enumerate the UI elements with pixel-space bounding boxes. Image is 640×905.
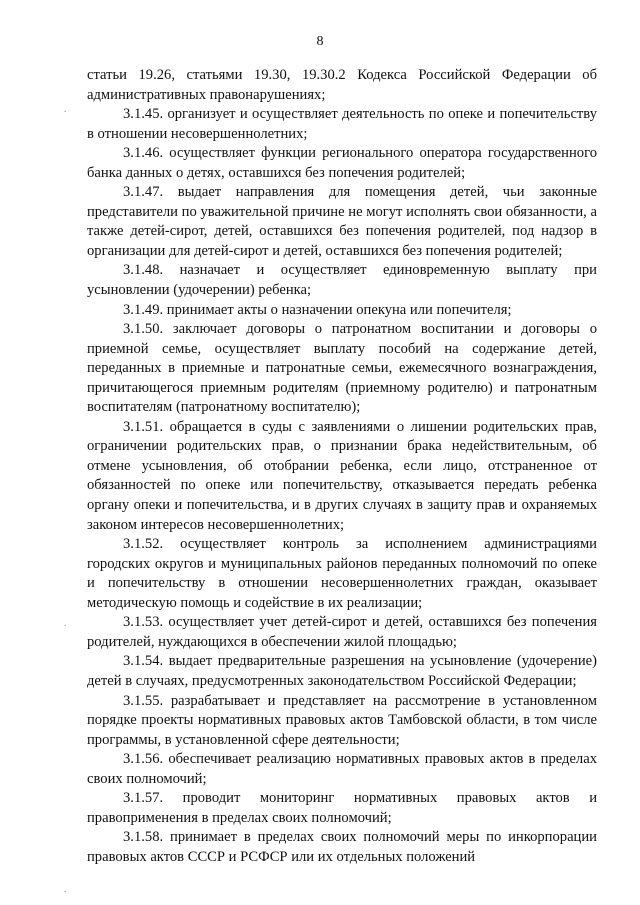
page-number: 8 xyxy=(316,34,324,49)
margin-mark: . xyxy=(64,104,67,114)
document-body xyxy=(87,66,597,867)
paragraph-3-1-52: 3.1.52. осуществляет контроль за исполнением администрациями городских округов и муниципальных районов переданных полномочий по опеке и попечительству в отношении несовершеннолетних граждан, оказывает методическую помощь и содействие в их реализации; xyxy=(87,536,597,611)
paragraph-3-1-55: 3.1.55. разрабатывает и представляет на рассмотрение в установленном порядке проекты нормативных правовых актов Тамбовской области, в том числе программы, в установленной сфере деятельности; xyxy=(87,692,597,748)
paragraph-3-1-47: 3.1.47. выдает направления для помещения детей, чьи законные представители по уважительной причине не могут исполнять свои обязанности, а также детей-сирот, детей, оставшихся без попечения родителей, под надзор в организации для детей-сирот и детей, оставшихся без попечения родителей; xyxy=(87,184,597,259)
paragraph-3-1-49: 3.1.49. принимает акты о назначении опекуна или попечителя; xyxy=(123,301,512,318)
paragraph-3-1-45: 3.1.45. организует и осуществляет деятельность по опеке и попечительству в отношении несовершеннолетних; xyxy=(87,106,597,142)
paragraph-3-1-48: 3.1.48. назначает и осуществляет единовременную выплату при усыновлении (удочерении) ребенка; xyxy=(87,262,597,299)
paragraph-3-1-54: 3.1.54. выдает предварительные разрешения на усыновление (удочерение) детей в случаях, предусмотренных законодательством Российской Федерации; xyxy=(87,653,597,689)
paragraph-3-1-46: 3.1.46. осуществляет функции регионального оператора государственного банка данных о детях, оставшихся без попечения родителей; xyxy=(87,145,597,181)
paragraph-3-1-50: 3.1.50. заключает договоры о патронатном воспитании и договоры о приемной семье, осуществляет выплату пособий на содержание детей, переданных в приемные и патронатные семьи, ежемесячного вознаграждения, причитающегося приемным родителям (приемному родителю) и патронатным воспитателям (патронатному воспитателю); xyxy=(87,321,597,416)
paragraph-3-1-58: 3.1.58. принимает в пределах своих полномочий меры по инкорпорации правовых актов СССР и РСФСР или их отдельных положений xyxy=(87,829,597,865)
paragraph-3-1-56: 3.1.56. обеспечивает реализацию нормативных правовых актов в пределах своих полномочий; xyxy=(87,751,597,787)
paragraph-continuation: статьи 19.26, статьями 19.30, 19.30.2 Кодекса Российской Федерации об административных правонарушениях; xyxy=(87,67,597,103)
paragraph-3-1-51: 3.1.51. обращается в суды с заявлениями о лишении родительских прав, ограничении родительских прав, о признании брака недействительным, об отмене усыновления, об отобрании ребенка, если лицо, отстраненное от обязанностей по опеке или попечительству, отказывается передать ребенка органу опеки и попечительства, и в других случаях в защиту прав и охраняемых законом интересов несовершеннолетних; xyxy=(87,418,597,533)
paragraph-3-1-53: 3.1.53. осуществляет учет детей-сирот и детей, оставшихся без попечения родителей, нуждающихся в обеспечении жилой площадью; xyxy=(87,614,597,650)
margin-mark: . xyxy=(64,884,67,894)
paragraph-3-1-57: 3.1.57. проводит мониторинг нормативных правовых актов и правоприменения в пределах своих полномочий; xyxy=(87,790,597,826)
margin-mark: . xyxy=(64,618,67,628)
